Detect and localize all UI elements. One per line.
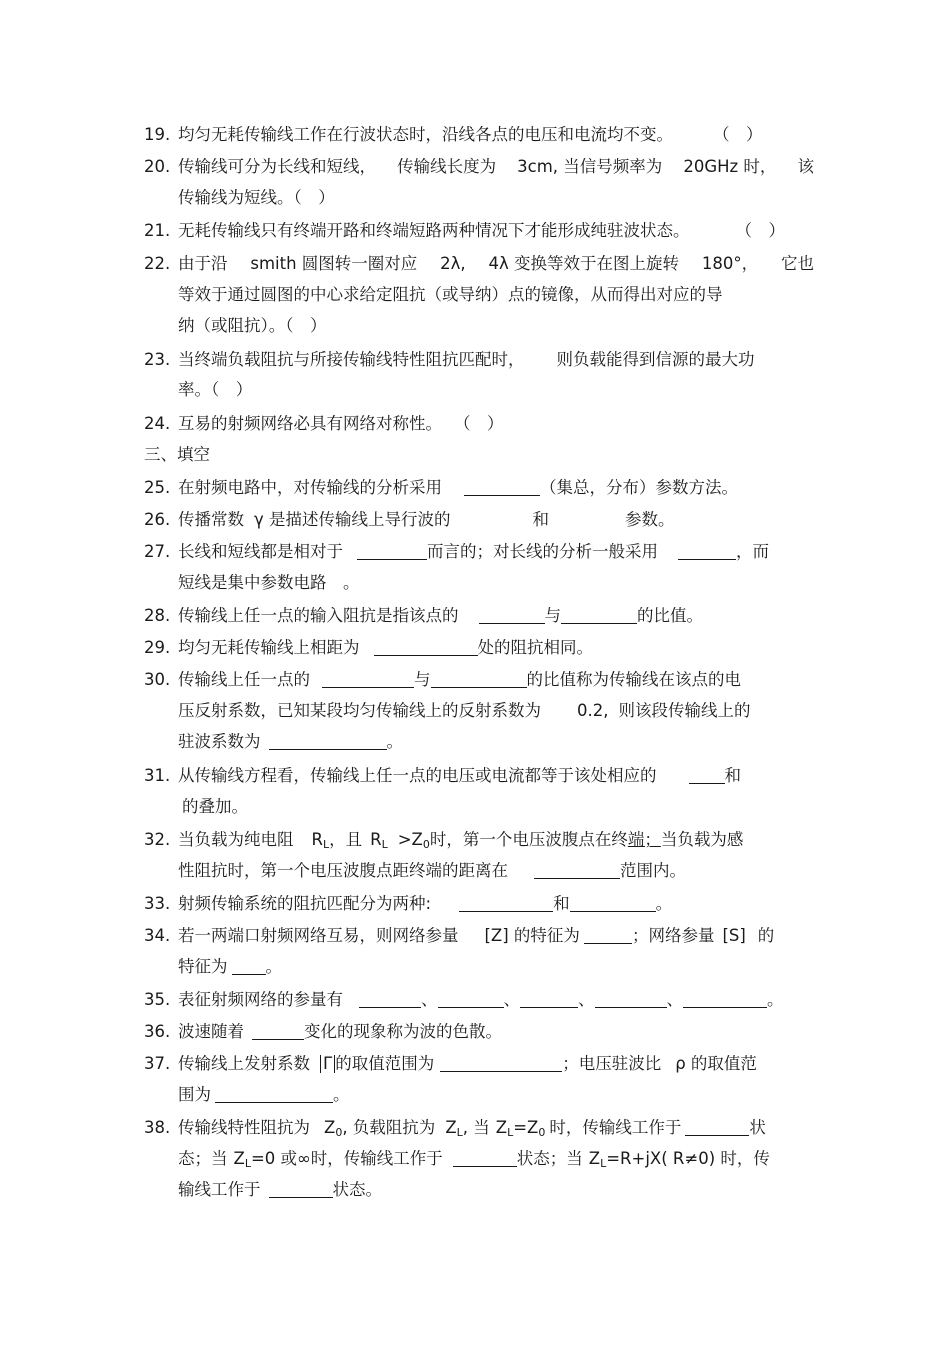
question-text: 180°，	[701, 254, 759, 273]
question-22-cont2	[178, 312, 814, 340]
question-number: 34.	[144, 926, 171, 945]
answer-blank[interactable]	[359, 989, 421, 1008]
question-text: 与	[414, 670, 431, 689]
question-text: ；网络参量	[631, 926, 715, 945]
answer-blank[interactable]	[269, 731, 387, 750]
question-32-cont	[178, 857, 814, 885]
question-text: 传播常数	[178, 510, 244, 529]
question-26	[144, 506, 814, 534]
answer-blank[interactable]	[431, 669, 527, 688]
question-38-cont2: 输线工作于 状态。	[178, 1180, 382, 1199]
answer-blank[interactable]	[464, 477, 540, 496]
answer-blank[interactable]	[322, 669, 414, 688]
question-24	[144, 410, 814, 438]
question-27	[144, 538, 814, 566]
answer-blank[interactable]	[232, 956, 266, 975]
question-text: 20GHz 时，	[683, 157, 777, 176]
question-text: 波速随着	[178, 1022, 244, 1041]
question-number: 20.	[144, 157, 171, 176]
question-text: γ 是描述传输线上导行波的	[254, 510, 451, 529]
question-text: 在射频电路中，对传输线的分析采用	[178, 478, 442, 497]
question-text: 它也	[780, 254, 814, 273]
question-text: 压反射系数，已知某段均匀传输线上的反射系数为	[178, 701, 541, 720]
question-30-cont2	[178, 728, 814, 756]
question-number: 28.	[144, 606, 171, 625]
question-text: 性阻抗时，第一个电压波腹点距终端的距离在	[178, 861, 508, 880]
question-text: 与	[544, 606, 561, 625]
question-32: 32. 当负载为纯电阻 $R_L$，且 $R_L >Z_0$时，第一个电压波腹点在终端；当负载为感	[144, 826, 814, 854]
question-text: 若一两端口射频网络互易，则网络参量	[178, 926, 459, 945]
question-text: 。	[265, 957, 282, 976]
question-text: [S]	[722, 926, 746, 945]
question-text: 从传输线方程看，传输线上任一点的电压或电流都等于该处相应的	[178, 766, 657, 785]
question-text: [Z] 的特征为	[484, 926, 580, 945]
question-23-cont	[178, 376, 814, 404]
answer-blank[interactable]	[570, 893, 656, 912]
answer-parentheses: （ ）	[713, 125, 763, 144]
question-text: 3cm, 当信号频率为	[517, 157, 663, 176]
question-text: 的比值。	[637, 606, 703, 625]
question-number: 33.	[144, 894, 171, 913]
question-text: 传输线上任一点的	[178, 670, 310, 689]
question-text: 当负载为纯电阻	[178, 830, 294, 849]
question-text: 等效于通过圆图的中心求给定阻抗（或导纳）点的镜像，从而得出对应的导	[178, 285, 723, 304]
answer-blank[interactable]	[215, 1084, 333, 1103]
question-text: 的比值称为传输线在该点的电	[526, 670, 741, 689]
answer-blank[interactable]	[520, 989, 578, 1008]
question-34	[144, 922, 814, 950]
question-number: 29.	[144, 638, 171, 657]
question-25	[144, 474, 814, 502]
question-text: 和	[553, 894, 570, 913]
question-28	[144, 602, 814, 630]
question-31	[144, 762, 814, 790]
question-text: 表征射频网络的参量有	[178, 990, 343, 1009]
question-text: 和	[532, 510, 550, 529]
question-text: 的叠加。	[182, 797, 248, 816]
question-20	[144, 153, 814, 181]
gamma-symbol: Γ	[320, 1055, 335, 1073]
question-number: 31.	[144, 766, 171, 785]
question-text: 传输线长度为	[397, 157, 497, 176]
question-text: 射频传输系统的阻抗匹配分为两种:	[178, 894, 432, 913]
question-text: 传输线上发射系数	[178, 1054, 310, 1073]
question-text: 长线和短线都是相对于	[178, 542, 343, 561]
answer-blank[interactable]	[689, 765, 725, 784]
question-text: 互易的射频网络必具有网络对称性。	[178, 414, 442, 433]
question-text: 。	[333, 1085, 350, 1104]
question-number: 21.	[144, 221, 171, 240]
answer-blank[interactable]	[453, 1148, 517, 1167]
question-text: 处的阻抗相同。	[477, 638, 593, 657]
question-text: 参数。	[625, 510, 675, 529]
question-38-cont1: 态；当 $Z_L=0$ 或∞时，传输线工作于 状态；当 $Z_L=R+jX$( R≠0) 时，传	[178, 1149, 770, 1170]
question-text: 0.2,	[577, 701, 609, 720]
question-number: 35.	[144, 990, 171, 1009]
question-text: 2λ,	[440, 254, 466, 273]
question-30	[144, 666, 814, 694]
answer-parentheses: （ ）	[735, 221, 785, 240]
question-text: 范围内。	[620, 861, 686, 880]
question-text: 和	[724, 766, 741, 785]
question-number: 23.	[144, 350, 171, 369]
question-19	[144, 121, 814, 149]
answer-blank[interactable]	[252, 1021, 304, 1040]
answer-blank[interactable]	[534, 860, 620, 879]
question-34-cont	[178, 953, 814, 981]
answer-blank[interactable]	[479, 605, 545, 624]
question-text: ρ 的取值范	[675, 1054, 757, 1073]
question-number: 26.	[144, 510, 171, 529]
question-text: 均匀无耗传输线工作在行波状态时，沿线各点的电压和电流均不变。	[178, 125, 673, 144]
question-30-cont1	[178, 697, 814, 725]
question-38: 38. 传输线特性阻抗为 $Z_0$, 负载阻抗为 $Z_L$, 当 $Z_L=Z_0$ 时，传输线工作于 状	[144, 1114, 814, 1142]
question-number: 19.	[144, 125, 171, 144]
question-number: 36.	[144, 1022, 171, 1041]
answer-blank[interactable]	[269, 1179, 333, 1198]
question-text: 变化的现象称为波的色散。	[304, 1022, 502, 1041]
question-text: 特征为	[178, 957, 228, 976]
answer-blank[interactable]	[678, 541, 736, 560]
question-21	[144, 217, 814, 245]
question-37-cont	[178, 1081, 814, 1109]
question-36	[144, 1018, 814, 1046]
question-text: 该	[797, 157, 814, 176]
question-text: 。	[655, 894, 673, 913]
question-number: 25.	[144, 478, 171, 497]
question-text: 而言的；对长线的分析一般采用	[427, 542, 658, 561]
question-text: 的	[757, 926, 775, 945]
question-text: 当终端负载阻抗与所接传输线特性阻抗匹配时，	[178, 350, 525, 369]
question-20-cont	[178, 184, 814, 212]
answer-blank[interactable]	[374, 637, 478, 656]
question-number: 38.	[144, 1118, 171, 1137]
question-22	[144, 250, 814, 278]
question-text: 短线是集中参数电路 。	[178, 573, 360, 592]
question-35: 35. 表征射频网络的参量有 、 、 、 、 。	[144, 986, 814, 1014]
question-text: 无耗传输线只有终端开路和终端短路两种情况下才能形成纯驻波状态。	[178, 221, 690, 240]
question-23	[144, 346, 814, 374]
question-text: 均匀无耗传输线上相距为	[178, 638, 360, 657]
question-number: 32.	[144, 830, 171, 849]
question-37	[144, 1050, 814, 1078]
answer-blank[interactable]	[683, 989, 767, 1008]
question-33	[144, 890, 814, 918]
question-text: （集总，分布）参数方法。	[540, 478, 738, 497]
question-text: 传输线为短线。（ ）	[178, 188, 335, 207]
question-number: 22.	[144, 254, 171, 273]
question-text: 。	[386, 732, 403, 751]
question-number: 27.	[144, 542, 171, 561]
question-text: 率。（ ）	[178, 380, 253, 399]
answer-blank[interactable]	[685, 1117, 749, 1136]
question-text: 驻波系数为	[178, 732, 261, 751]
question-text: 则负载能得到信源的最大功	[556, 350, 755, 369]
question-text: smith 圆图转一圈对应	[250, 254, 418, 273]
question-text: 传输线上任一点的输入阻抗是指该点的	[178, 606, 459, 625]
answer-blank[interactable]	[459, 893, 553, 912]
answer-parentheses: （ ）	[454, 414, 504, 433]
section-heading: 三、填空	[144, 445, 210, 464]
question-text: 由于沿	[178, 254, 228, 273]
question-text: 4λ 变换等效于在图上旋转	[488, 254, 679, 273]
question-22-cont1	[178, 281, 814, 309]
question-text: 传输线可分为长线和短线，	[178, 157, 376, 176]
answer-blank[interactable]	[595, 989, 667, 1008]
question-27-cont	[178, 569, 814, 597]
question-text: 围为	[178, 1085, 211, 1104]
question-text: ，而	[736, 542, 769, 561]
answer-blank[interactable]	[357, 541, 427, 560]
question-text: 纳（或阻抗）。（ ）	[178, 316, 327, 335]
question-31-cont	[182, 793, 818, 821]
answer-blank[interactable]	[584, 925, 632, 944]
question-number: 37.	[144, 1054, 171, 1073]
answer-blank[interactable]	[438, 989, 504, 1008]
answer-blank[interactable]	[440, 1053, 562, 1072]
question-number: 24.	[144, 414, 171, 433]
question-29	[144, 634, 814, 662]
question-text: ；电压驻波比	[562, 1054, 662, 1073]
question-text: 的取值范围为	[335, 1054, 435, 1073]
question-number: 30.	[144, 670, 171, 689]
question-text: 则该段传输线上的	[618, 701, 751, 720]
answer-blank[interactable]	[561, 605, 637, 624]
